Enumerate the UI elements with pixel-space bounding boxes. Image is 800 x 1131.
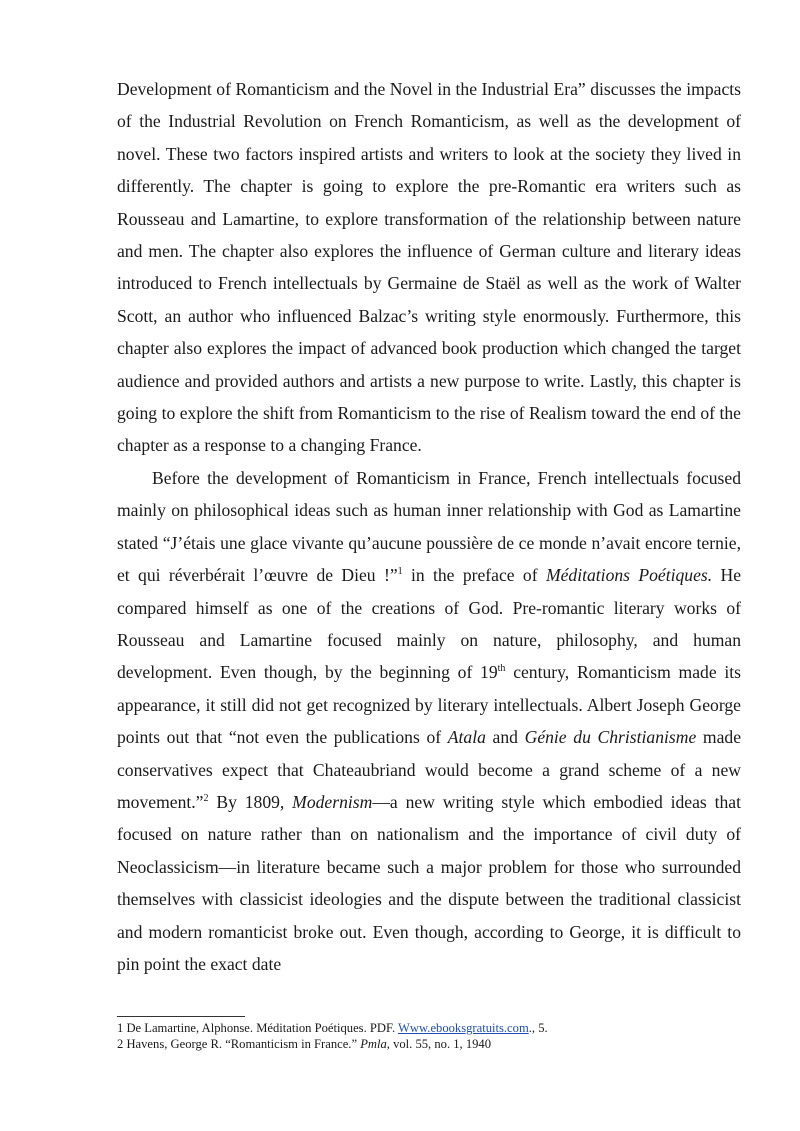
paragraph-2-text: By 1809, bbox=[208, 791, 293, 812]
book-title: Méditations Poétiques. bbox=[545, 565, 713, 586]
paragraph-2 bbox=[117, 462, 741, 981]
footnote-text: ., 5. bbox=[528, 1021, 548, 1035]
footnotes bbox=[117, 1021, 741, 1052]
footnote-text: De Lamartine, Alphonse. Méditation Poétiques. PDF. bbox=[123, 1021, 399, 1035]
ordinal-suffix: th bbox=[497, 663, 506, 675]
emphasized-term: Modernism bbox=[292, 791, 373, 812]
footnote-2 bbox=[117, 1037, 741, 1053]
paragraph-2-text: and bbox=[485, 727, 525, 748]
paragraph-2-text: He compared himself as one of the creations of God. Pre-romantic literary works of Rousseau and Lamartine focused mainly on nature, philosophy, and human development. Even though, by the beginning of 19 bbox=[117, 565, 742, 683]
paragraph-2-text: Before the development of Romanticism in France, French intellectuals focused mainly on philosophical ideas such as human inner relationship with God as Lamartine stated “J’étais une glace vivante qu’aucune poussière de ce monde n’avait encore ternie, et qui réverbérait l’œuvre de Dieu !” bbox=[117, 467, 741, 586]
book-title: Génie du Christianisme bbox=[524, 727, 697, 748]
book-title: Atala bbox=[447, 727, 486, 748]
footnote-ref-1[interactable]: 1 bbox=[397, 566, 403, 578]
footnote-number: 2 bbox=[117, 1036, 124, 1051]
journal-title: Pmla bbox=[360, 1036, 387, 1051]
paragraph-1: Development of Romanticism and the Novel in the Industrial Era” discusses the impacts of the Industrial Revolution on French Romanticism, as well as the development of novel. These two factors inspired artists and writers to look at the society they lived in differently. The chapter is going to explore the pre-Romantic era writers such as Rousseau and Lamartine, to explore transformation of the relationship between nature and men. The chapter also explores the influence of German culture and literary ideas introduced to French intellectuals by Germaine de Staël as well as the work of Walter Scott, an author who influenced Balzac’s writing style enormously. Furthermore, this chapter also explores the impact of advanced book production which changed the target audience and provided authors and artists a new purpose to write. Lastly, this chapter is going to explore the shift from Romanticism to the rise of Realism toward the end of the chapter as a response to a changing France. bbox=[117, 79, 741, 456]
paragraph-2-text: century, Romanticism made its appearance, it still did not get recognized by literary intellectuals. Albert Joseph George points out that “not even the publications of bbox=[117, 662, 742, 748]
paragraph-2-text: made conservatives expect that Chateaubriand would become a grand scheme of a new movement.” bbox=[117, 727, 742, 812]
body-text bbox=[117, 73, 741, 980]
paragraph-2-text: —a new writing style which embodied ideas that focused on nature rather than on nationalism and the importance of civil duty of Neoclassicism—in literature became such a major problem for those who surrounded themselves with classicist ideologies and the dispute between the traditional classicist and modern romanticist broke out. Even though, according to George, it is difficult to pin point the exact date bbox=[117, 791, 741, 974]
footnote-text: , vol. 55, no. 1, 1940 bbox=[386, 1036, 492, 1051]
footnote-number: 1 bbox=[117, 1021, 124, 1035]
footnote-ref-2[interactable]: 2 bbox=[203, 793, 209, 805]
footnote-text: Havens, George R. “Romanticism in France.” bbox=[123, 1036, 361, 1051]
footnote-link[interactable]: Www.ebooksgratuits.com bbox=[398, 1021, 529, 1035]
footnote-1 bbox=[117, 1021, 741, 1037]
paragraph-2-text: in the preface of bbox=[402, 565, 546, 586]
footnote-divider bbox=[117, 1016, 245, 1017]
